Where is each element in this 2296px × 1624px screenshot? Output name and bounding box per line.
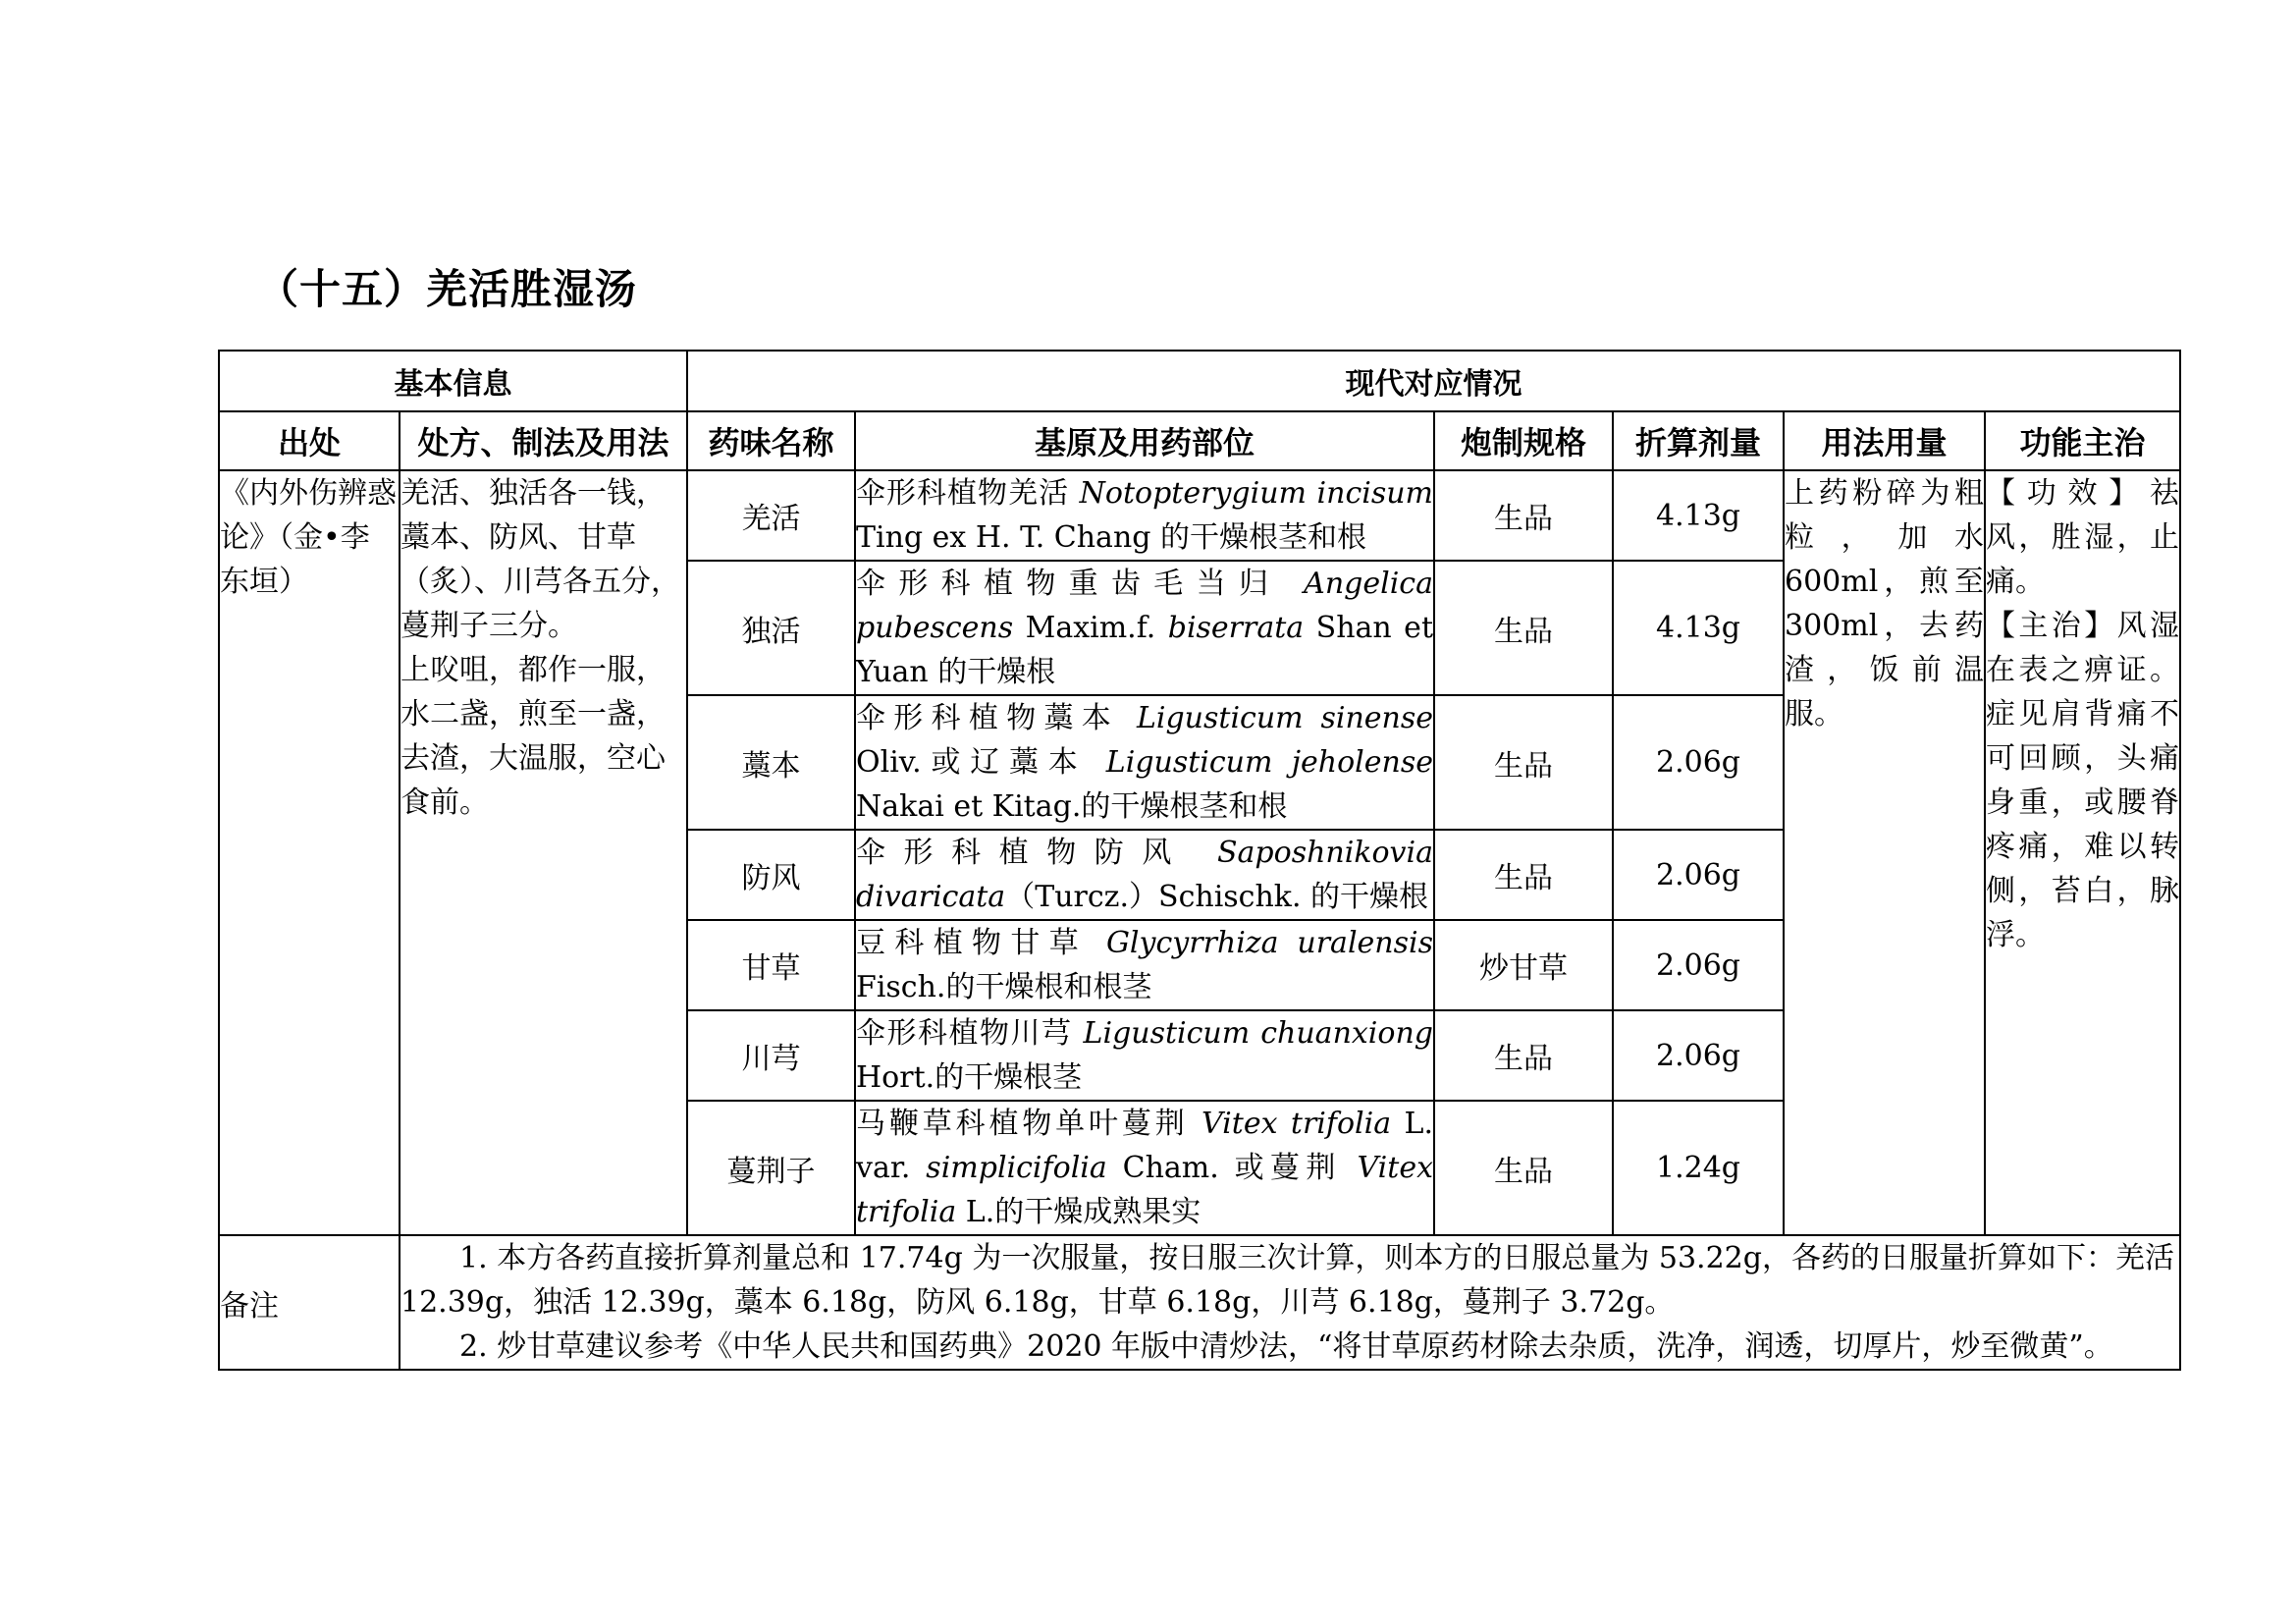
herb-basis <box>855 695 1434 830</box>
basis-text: Oliv.或辽藁本 <box>856 745 1106 780</box>
latin-name: Ligusticum sinense <box>1136 701 1433 735</box>
herb-basis <box>855 1101 1434 1235</box>
formula-table <box>218 350 2181 1371</box>
method-text: 上㕮咀，都作一服，水二盏，煎至一盏，去渣，大温服，空心食前。 <box>400 653 666 820</box>
basis-text: 伞形科植物重齿毛当归 <box>856 567 1305 601</box>
herb-dose: 1.24g <box>1613 1101 1784 1235</box>
latin-name: Notopterygium incisum <box>1079 476 1433 511</box>
herb-processing: 生品 <box>1434 1101 1613 1235</box>
note-1: 1. 本方各药直接折算剂量总和 17.74g 为一次服量，按日服三次计算，则本方的日服总量为 53.22g，各药的日服量折算如下：羌活 12.39g，独活 12.39g，藁本 6.18g，防风 6.18g，甘草 6.18g，川芎 6.18g，蔓荆子 3.72g。 <box>400 1241 2174 1320</box>
herb-processing: 炒甘草 <box>1434 920 1613 1010</box>
prescription-text: 羌活、独活各一钱，藁本、防风、甘草（炙）、川芎各五分，蔓荆子三分。 <box>400 476 680 643</box>
source-cell <box>219 470 400 1235</box>
herb-row <box>219 470 2180 561</box>
herb-basis <box>855 561 1434 695</box>
usage-cell: 上药粉碎为粗粒，加水600ml，煎至300ml，去药渣，饭前温服。 <box>1784 470 1985 1235</box>
latin-name: Vitex trifolia <box>856 1151 1433 1229</box>
herb-processing: 生品 <box>1434 830 1613 920</box>
basis-text: L.的干燥成熟果实 <box>956 1195 1201 1229</box>
herb-basis <box>855 470 1434 561</box>
header-basic-info: 基本信息 <box>219 351 687 411</box>
herb-processing: 生品 <box>1434 470 1613 561</box>
herb-name: 川芎 <box>687 1010 855 1101</box>
latin-name: Ligusticum chuanxiong <box>1083 1016 1433 1051</box>
herb-basis <box>855 920 1434 1010</box>
herb-processing: 生品 <box>1434 561 1613 695</box>
notes-body <box>400 1235 2180 1370</box>
herb-name: 蔓荆子 <box>687 1101 855 1235</box>
herb-name: 藁本 <box>687 695 855 830</box>
basis-text: Ting ex H. T. Chang 的干燥根茎和根 <box>856 520 1367 555</box>
basis-text: Cham. 或蔓荆 <box>1106 1151 1358 1185</box>
basis-text: 伞形科植物羌活 <box>856 476 1080 511</box>
header-basis: 基原及用药部位 <box>855 411 1434 470</box>
basis-text: 伞形科植物防风 <box>856 836 1217 870</box>
prescription-cell <box>400 470 687 1235</box>
header-prescription: 处方、制法及用法 <box>400 411 687 470</box>
herb-name: 甘草 <box>687 920 855 1010</box>
latin-name: Ligusticum jeholense <box>1105 745 1434 780</box>
herb-dose: 2.06g <box>1613 920 1784 1010</box>
header-function: 功能主治 <box>1985 411 2180 470</box>
basis-text: Fisch.的干燥根和根茎 <box>856 970 1152 1004</box>
latin-name: biserrata <box>1167 611 1305 645</box>
basis-text: L. var. <box>856 1107 1433 1185</box>
herb-dose: 2.06g <box>1613 1010 1784 1101</box>
basis-text: 马鞭草科植物单叶蔓荆 <box>856 1107 1202 1141</box>
notes-label: 备注 <box>219 1235 400 1370</box>
basis-text: 伞形科植物川芎 <box>856 1016 1084 1051</box>
herb-dose: 2.06g <box>1613 695 1784 830</box>
herb-name: 羌活 <box>687 470 855 561</box>
basis-text: Shan et Yuan 的干燥根 <box>856 611 1433 689</box>
basis-text: Hort.的干燥根茎 <box>856 1060 1083 1095</box>
herb-name: 独活 <box>687 561 855 695</box>
function-indication: 【主治】风湿在表之痹证。症见肩背痛不可回顾，头痛身重，或腰脊疼痛，难以转侧，苔白，脉浮。 <box>1986 609 2180 952</box>
header-processing: 炮制规格 <box>1434 411 1613 470</box>
page-title: （十五）羌活胜湿汤 <box>257 265 638 313</box>
herb-dose: 4.13g <box>1613 470 1784 561</box>
header-source: 出处 <box>219 411 400 470</box>
latin-name: Vitex trifolia <box>1201 1107 1392 1141</box>
herb-basis <box>855 1010 1434 1101</box>
basis-text: Nakai et Kitag.的干燥根茎和根 <box>856 789 1288 824</box>
latin-name: Angelica pubescens <box>856 567 1433 645</box>
latin-name: Glycyrrhiza uralensis <box>1105 926 1434 960</box>
basis-text: 豆科植物甘草 <box>856 926 1106 960</box>
note-2: 2. 炒甘草建议参考《中华人民共和国药典》2020 年版中清炒法，“将甘草原药材除去杂质，洗净，润透，切厚片，炒至微黄”。 <box>459 1329 2113 1364</box>
header-dose: 折算剂量 <box>1613 411 1784 470</box>
herb-dose: 4.13g <box>1613 561 1784 695</box>
latin-name: Saposhnikovia divaricata <box>856 836 1433 914</box>
function-effect: 【功效】祛风，胜湿，止痛。 <box>1986 476 2180 599</box>
function-cell <box>1985 470 2180 1235</box>
source-text: 《内外伤辨惑论》（金•李东垣） <box>220 476 397 599</box>
herb-dose: 2.06g <box>1613 830 1784 920</box>
herb-processing: 生品 <box>1434 1010 1613 1101</box>
basis-text: Maxim.f. <box>1013 611 1168 645</box>
herb-basis <box>855 830 1434 920</box>
basis-text: （Turcz.）Schischk. 的干燥根 <box>1005 880 1429 914</box>
header-herb-name: 药味名称 <box>687 411 855 470</box>
herb-name: 防风 <box>687 830 855 920</box>
header-modern-correspondence: 现代对应情况 <box>687 351 2180 411</box>
herb-processing: 生品 <box>1434 695 1613 830</box>
header-usage: 用法用量 <box>1784 411 1985 470</box>
latin-name: simplicifolia <box>926 1151 1107 1185</box>
basis-text: 伞形科植物藁本 <box>856 701 1137 735</box>
